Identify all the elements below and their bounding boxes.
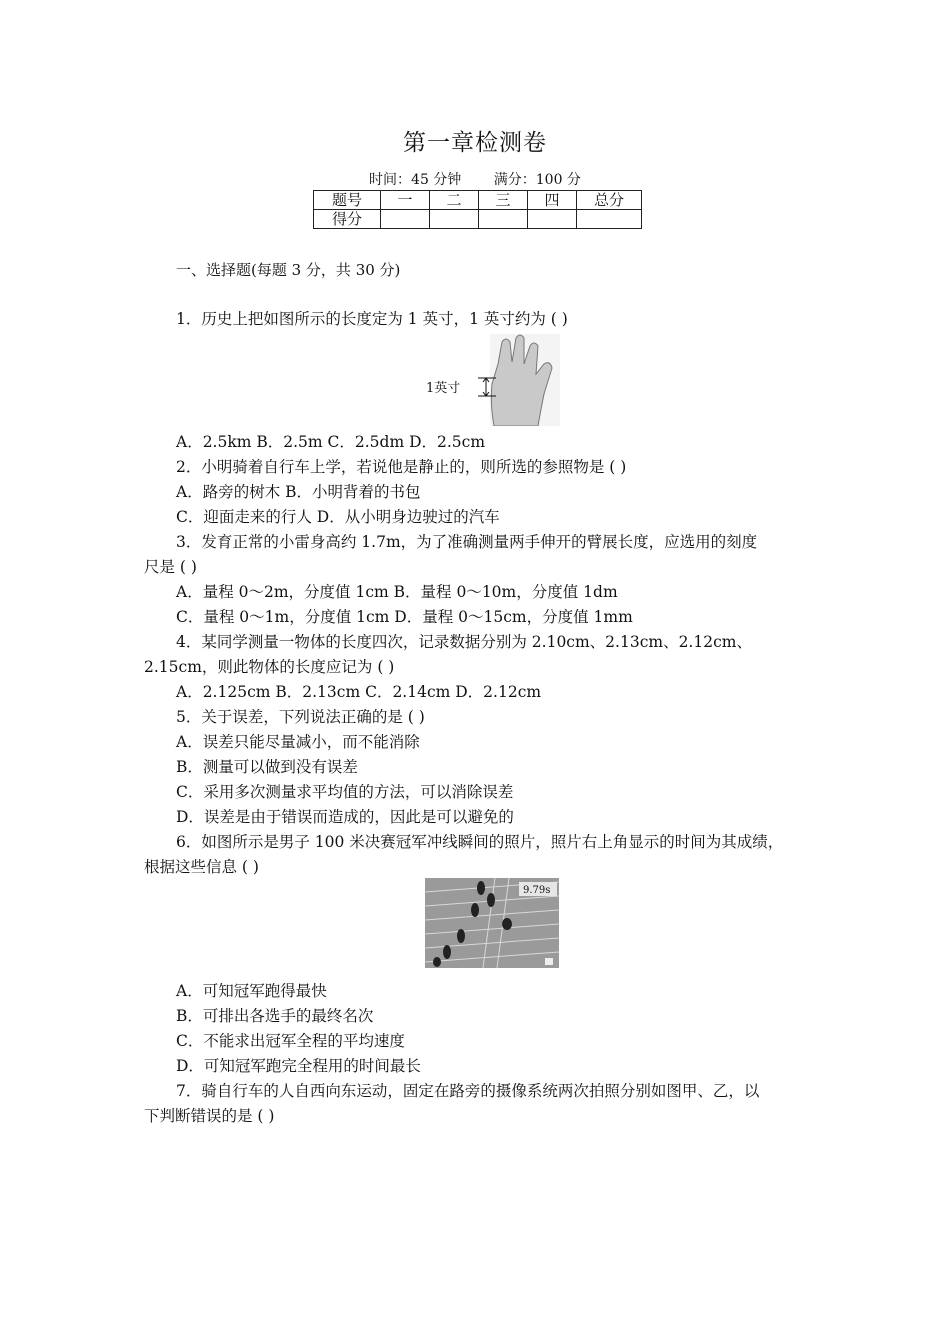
q3-options-ab: A．量程 0～2m，分度值 1cm B．量程 0～10m，分度值 1dm [176, 583, 618, 601]
score-table-header-row [314, 191, 642, 210]
q3-stem-line2: 尺是 ( ) [144, 558, 197, 576]
q4-stem-line1: 4．某同学测量一物体的长度四次，记录数据分别为 2.10cm、2.13cm、2.12cm、 [176, 633, 752, 651]
q5-option-d: D．误差是由于错误而造成的，因此是可以避免的 [176, 808, 514, 826]
q4-stem-line2: 2.15cm，则此物体的长度应记为 ( ) [144, 658, 395, 676]
score-header-cell: 一 [381, 191, 430, 210]
score-input-cell[interactable] [577, 210, 642, 229]
score-input-cell[interactable] [528, 210, 577, 229]
q2-stem: 2．小明骑着自行车上学，若说他是静止的，则所选的参照物是 ( ) [176, 458, 627, 476]
q3-options-cd: C．量程 0～1m，分度值 1cm D．量程 0～15cm，分度值 1mm [176, 608, 633, 626]
sprint-finish-photo [425, 878, 559, 968]
section-heading: 一、选择题(每题 3 分，共 30 分) [176, 261, 401, 279]
q4-options: A．2.125cm B．2.13cm C．2.14cm D．2.12cm [176, 683, 542, 701]
score-input-cell[interactable] [479, 210, 528, 229]
photo-time: 9.79s [523, 885, 551, 896]
score-header-cell: 总分 [577, 191, 642, 210]
q6-option-b: B．可排出各选手的最终名次 [176, 1007, 374, 1025]
score-input-cell[interactable] [430, 210, 479, 229]
q6-option-c: C．不能求出冠军全程的平均速度 [176, 1032, 405, 1050]
inch-label: 1英寸 [426, 381, 461, 396]
score-header-cell: 题号 [314, 191, 381, 210]
q5-option-a: A．误差只能尽量减小，而不能消除 [176, 733, 420, 751]
score-header-cell: 四 [528, 191, 577, 210]
q3-stem-line1: 3．发育正常的小雷身高约 1.7m，为了准确测量两手伸开的臂展长度，应选用的刻度 [176, 533, 758, 551]
score-table [313, 190, 642, 229]
score-header-cell: 二 [430, 191, 479, 210]
page-title: 第一章检测卷 [403, 130, 547, 156]
q6-stem-line1: 6．如图所示是男子 100 米决赛冠军冲线瞬间的照片，照片右上角显示的时间为其成绩， [176, 833, 784, 851]
q7-stem-line2: 下判断错误的是 ( ) [144, 1107, 275, 1125]
q5-option-c: C．采用多次测量求平均值的方法，可以消除误差 [176, 783, 514, 801]
score-row-label: 得分 [314, 210, 381, 229]
q6-option-d: D．可知冠军跑完全程用的时间最长 [176, 1057, 421, 1075]
q1-options: A．2.5km B．2.5m C．2.5dm D．2.5cm [176, 433, 486, 451]
q2-options-cd: C．迎面走来的行人 D．从小明身边驶过的汽车 [176, 508, 500, 526]
exam-full-score: 满分：100 分 [493, 172, 581, 188]
score-table-score-row [314, 210, 642, 229]
q6-option-a: A．可知冠军跑得最快 [176, 982, 327, 1000]
score-input-cell[interactable] [381, 210, 430, 229]
exam-time: 时间：45 分钟 [369, 172, 462, 188]
q6-stem-line2: 根据这些信息 ( ) [144, 858, 259, 876]
score-header-cell: 三 [479, 191, 528, 210]
q5-stem: 5．关于误差，下列说法正确的是 ( ) [176, 708, 425, 726]
hand-inch-figure [420, 334, 560, 426]
q2-options-ab: A．路旁的树木 B．小明背着的书包 [176, 483, 421, 501]
q1-stem: 1．历史上把如图所示的长度定为 1 英寸，1 英寸约为 ( ) [176, 310, 568, 328]
q7-stem-line1: 7．骑自行车的人自西向东运动，固定在路旁的摄像系统两次拍照分别如图甲、乙，以 [176, 1082, 760, 1100]
q5-option-b: B．测量可以做到没有误差 [176, 758, 358, 776]
exam-meta [0, 169, 950, 189]
